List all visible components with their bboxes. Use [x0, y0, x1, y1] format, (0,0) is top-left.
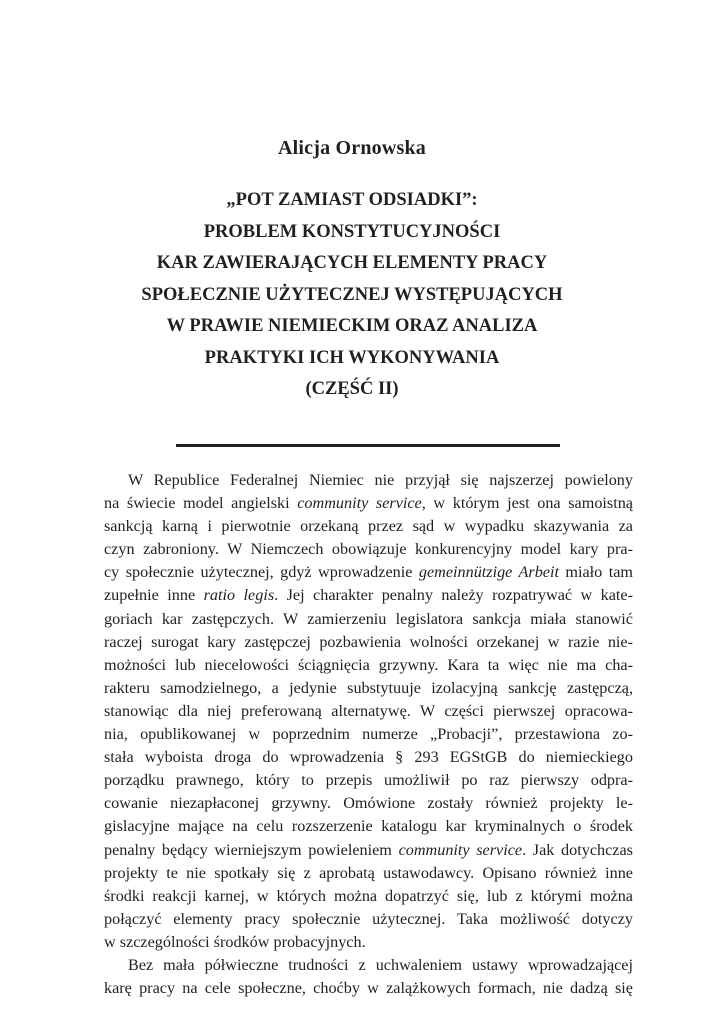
title-line: (CZĘŚĆ II): [305, 379, 399, 399]
text-line: gislacyjne mające na celu rozszerzenie katalogu kar kryminalnych o środek: [104, 817, 633, 836]
text-line: cy społecznie użytecznej, gdyż wprowadzenie gemeinnützige Arbeit miało tam: [104, 563, 633, 582]
title-line: „POT ZAMIAST ODSIADKI”:: [226, 190, 478, 210]
text-line: zupełnie inne ratio legis. Jej charakter penalny należy rozpatrywać w kate-: [104, 586, 634, 605]
title-line: SPOŁECZNIE UŻYTECZNEJ WYSTĘPUJĄCYCH: [141, 284, 563, 305]
body-text: [104, 469, 633, 1000]
author-name: Alicja Ornowska: [278, 137, 426, 159]
title-line: KAR ZAWIERAJĄCYCH ELEMENTY PRACY: [156, 253, 548, 273]
text-line: W Republice Federalnej Niemiec nie przyjął się najszerzej powielony: [128, 471, 633, 489]
article-title: [0, 185, 704, 406]
title-line: PRAKTYKI ICH WYKONYWANIA: [204, 347, 500, 368]
text-line: możności lub niecelowości ściągnięcia grzywny. Kara ta więc nie ma cha-: [104, 655, 633, 674]
italic-term: community service: [398, 840, 523, 859]
text-line: sankcją karną i pierwotnie orzekaną przez sąd w wypadku skazywania za: [104, 517, 633, 536]
text-line: penalny będący wierniejszym powieleniem community service. Jak dotychczas: [104, 840, 633, 859]
text-line: goriach kar zastępczych. W zamierzeniu legislatora sankcja miała stanowić: [104, 609, 633, 628]
text-line: czyn zabroniony. W Niemczech obowiązuje konkurencyjny model kary pra-: [104, 540, 633, 559]
title-line: PROBLEM KONSTYTUCYJNOŚCI: [203, 221, 501, 242]
text-line: stała wyboista droga do wprowadzenia § 293 EGStGB do niemieckiego: [104, 748, 633, 767]
text-line: rakteru samodzielnego, a jedynie substytuuje izolacyjną sankcję zastępczą,: [104, 678, 633, 697]
text-line: na świecie model angielski community service, w którym jest ona samoistną: [104, 494, 633, 513]
italic-term: gemeinnützige Arbeit: [418, 563, 559, 582]
text-line: w szczególności środków probacyjnych.: [104, 932, 366, 951]
text-line: Bez mała półwieczne trudności z uchwaleniem ustawy wprowadzającej: [128, 955, 633, 974]
text-line: nia, opublikowanej w poprzednim numerze „Probacji”, przestawiona zo-: [104, 725, 633, 744]
text-line: połączyć elementy pracy społecznie użytecznej. Taka możliwość dotyczy: [104, 909, 633, 928]
text-line: projekty te nie spotkały się z aprobatą ustawodawcy. Opisano również inne: [104, 863, 633, 882]
title-line: W PRAWIE NIEMIECKIM ORAZ ANALIZA: [166, 316, 538, 336]
text-line: porządku prawnego, który to przepis umożliwił po raz pierwszy odpra-: [104, 771, 633, 790]
italic-term: community service: [297, 494, 422, 513]
text-line: cowanie niezapłaconej grzywny. Omówione zostały również projekty le-: [104, 794, 633, 813]
text-line: raczej surogat kary zastępczej pozbawienia wolności orzekanej w razie nie-: [104, 632, 633, 651]
text-line: karę pracy na cele społeczne, choćby w zalążkowych formach, nie dadzą się: [104, 979, 633, 998]
text-line: środki reakcji karnej, w których można dopatrzyć się, lub z którymi można: [104, 886, 633, 905]
text-line: stanowiąc dla niej preferowaną alternatywę. W części pierwszej opracowa-: [104, 701, 633, 720]
title-divider: [176, 444, 560, 447]
italic-term: ratio legis: [203, 586, 275, 605]
